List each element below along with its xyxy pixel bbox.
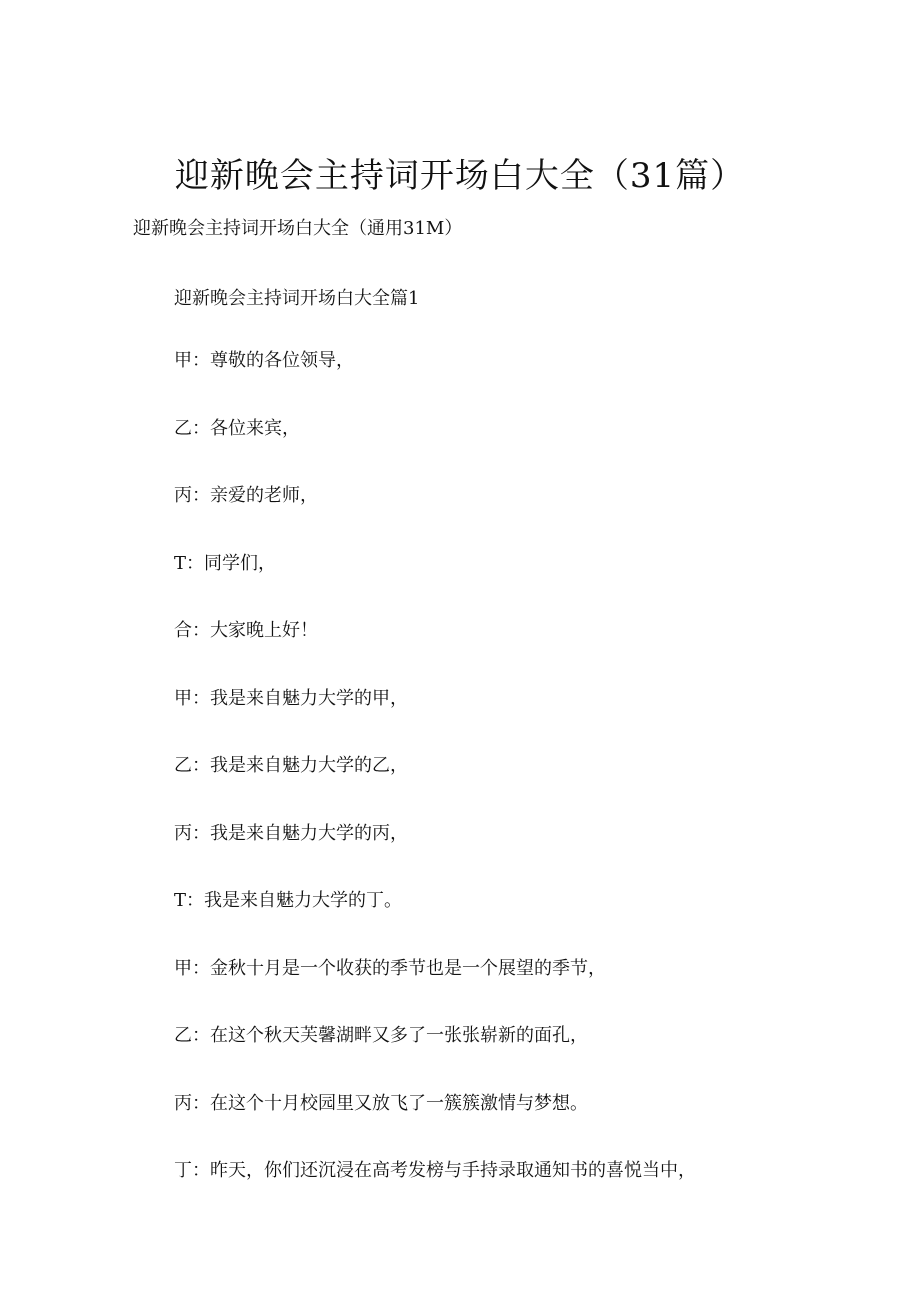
script-line: 甲：我是来自魅力大学的甲， — [174, 687, 408, 709]
script-line: 丙：亲爱的老师， — [174, 485, 318, 506]
script-line: T：同学们， — [174, 552, 277, 574]
script-line: 丙：我是来自魅力大学的丙， — [174, 822, 408, 844]
script-line: 乙：在这个秋天芙馨湖畔又多了一张张崭新的面孔， — [174, 1025, 588, 1046]
script-line: 丙：在这个十月校园里又放飞了一簇簇激情与梦想。 — [174, 1092, 588, 1114]
script-line: 乙：各位来宾， — [174, 417, 300, 439]
script-line: 丁：昨天，你们还沉浸在高考发榜与手持录取通知书的喜悦当中， — [174, 1160, 696, 1181]
script-line: T：我是来自魅力大学的丁。 — [174, 890, 403, 911]
script-line: 甲：尊敬的各位领导， — [174, 350, 354, 371]
script-line: 甲：金秋十月是一个收获的季节也是一个展望的季节， — [174, 957, 606, 979]
document-title: 迎新晚会主持词开场白大全（31篇） — [174, 156, 746, 196]
document-subtitle: 迎新晚会主持词开场白大全（通用31M） — [133, 218, 463, 239]
script-lines — [174, 349, 696, 1227]
section-heading: 迎新晚会主持词开场白大全篇1 — [174, 288, 420, 309]
script-line: 乙：我是来自魅力大学的乙， — [174, 755, 408, 776]
script-line: 合：大家晚上好！ — [174, 620, 318, 641]
